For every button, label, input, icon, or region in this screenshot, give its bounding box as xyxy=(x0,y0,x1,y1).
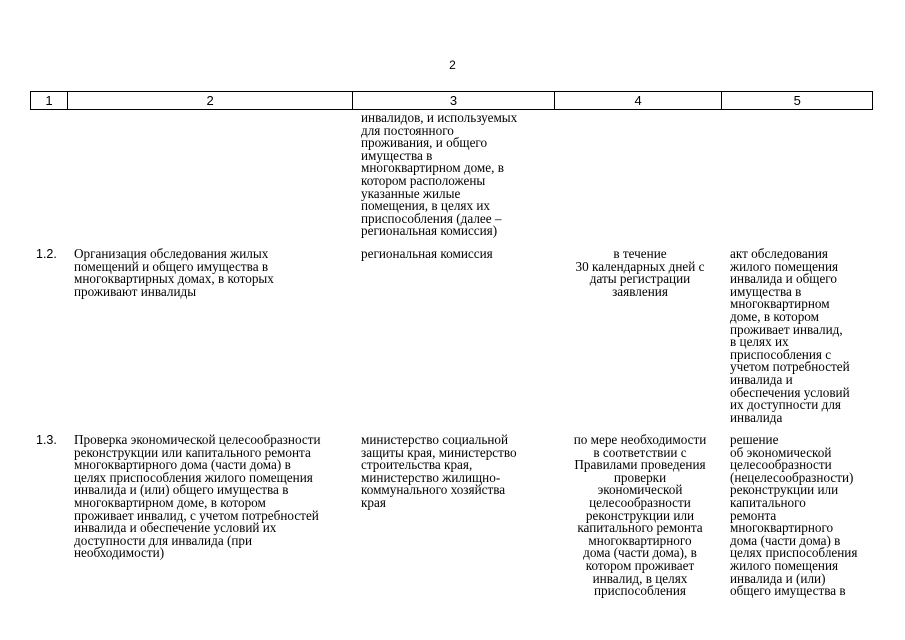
result-cell: решение об экономической целесообразности (нецелесообразности) реконструкции или капитального ремонта многоквартирного дома (части дома) в целях приспособления жилого помещения инвалида и (или) общего имущества в xyxy=(730,432,858,599)
continued-executor-cell: инвалидов, и используемых для постоянного проживания, и общего имущества в многоквартирном доме, в котором расположены указанные жилые помещения, в целях их приспособления (далее – региональная комиссия) xyxy=(361,110,518,239)
row-number: 1.2. xyxy=(36,247,57,261)
result-cell: акт обследования жилого помещения инвалида и общего имущества в многоквартирном доме, в котором проживает инвалид, в целях их приспособления с учетом потребностей инвалида и обеспечения условий их доступности для инвалида xyxy=(730,246,850,425)
header-col-5: 5 xyxy=(793,93,801,108)
executor-cell: региональная комиссия xyxy=(361,246,493,261)
deadline-cell: в течение 30 календарных дней с даты регистрации заявления xyxy=(575,246,705,299)
header-col-3: 3 xyxy=(353,92,555,109)
table-header xyxy=(30,91,873,110)
header-col-2: 2 xyxy=(68,92,353,109)
header-col-1: 1 xyxy=(31,92,68,109)
measure-cell: Организация обследования жилых помещений и общего имущества в многоквартирных домах, в которых проживают инвалиды xyxy=(74,246,274,299)
measure-cell: Проверка экономической целесообразности реконструкции или капитального ремонта многоквартирного дома (части дома) в целях приспособления жилого помещения инвалида и (или) общего имущества в многоквартирном доме, в котором проживает инвалид, с учетом потребностей инвалида и обеспечение условий их доступности для инвалида (при необходимости) xyxy=(74,432,321,561)
deadline-cell: по мере необходимости в соответствии с Правилами проведения проверки экономической целесообразности реконструкции или капитального ремонта многоквартирного дома (части дома), в котором проживает инвалид, в целях приспособления xyxy=(573,432,707,599)
row-number: 1.3. xyxy=(36,433,57,447)
header-col-4: 4 xyxy=(555,92,723,109)
executor-cell: министерство социальной защиты края, министерство строительства края, министерство жилищно- коммунального хозяйства края xyxy=(361,432,517,510)
page-number: 2 xyxy=(449,58,456,72)
